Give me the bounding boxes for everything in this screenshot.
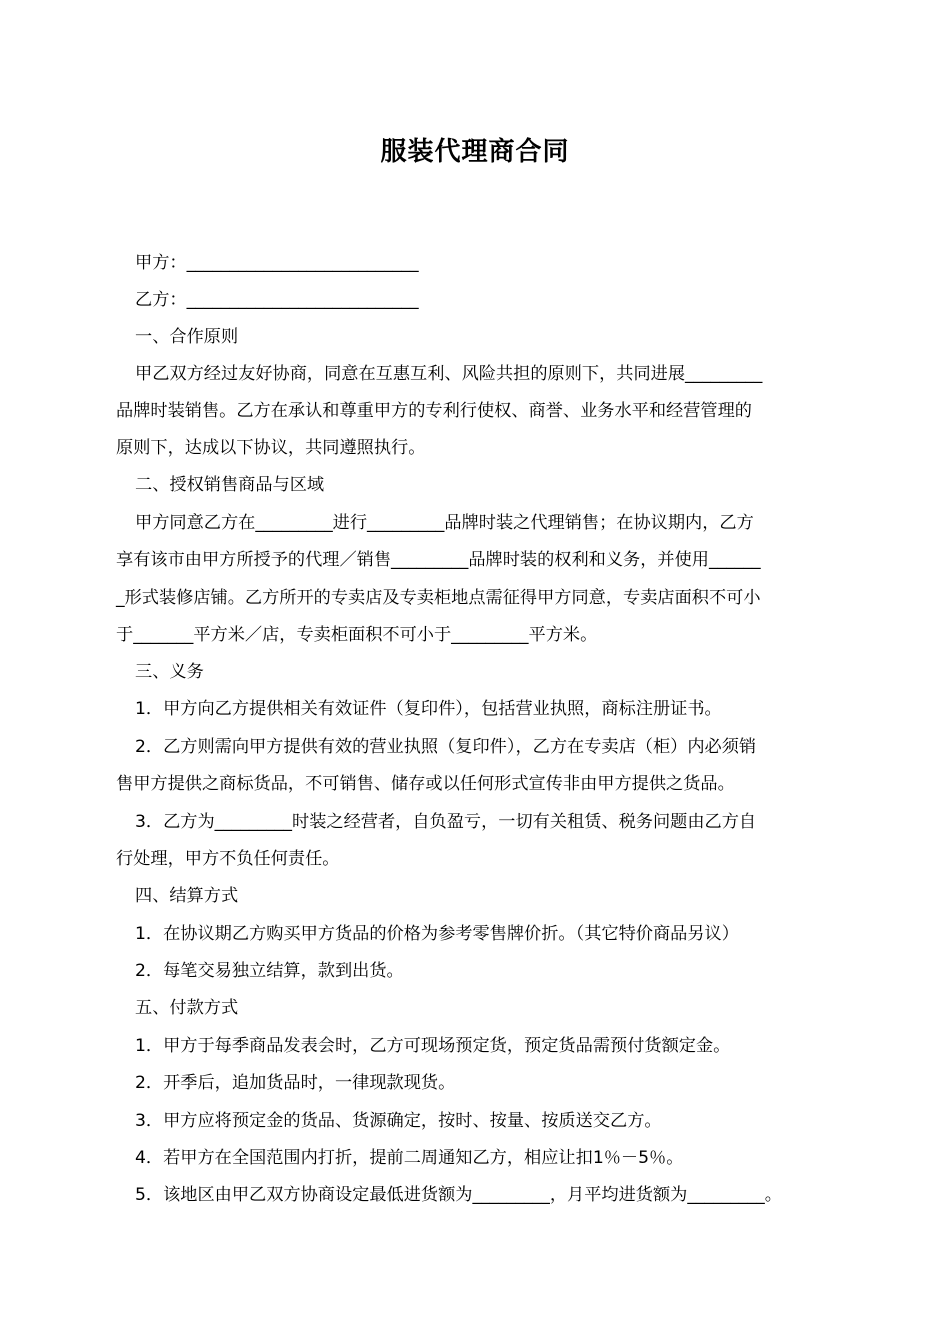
paragraph-line: 于_______平方米／店，专卖柜面积不可小于_________平方米。 [116, 625, 598, 645]
list-item: 3．甲方应将预定金的货品、货源确定，按时、按量、按质送交乙方。 [135, 1111, 662, 1131]
section-heading: 二、授权销售商品与区域 [135, 475, 325, 495]
paragraph-line: 品牌时装销售。乙方在承认和尊重甲方的专利行使权、商誉、业务水平和经营管理的 [116, 401, 752, 421]
paragraph-line: 售甲方提供之商标货品，不可销售、储存或以任何形式宣传非由甲方提供之货品。 [116, 774, 735, 794]
paragraph-line: 享有该市由甲方所授予的代理／销售_________品牌时装的权利和义务，并使用______ [116, 550, 761, 570]
list-item: 5．该地区由甲乙双方协商设定最低进货额为_________，月平均进货额为_________。 [135, 1185, 782, 1205]
paragraph-line: 甲方同意乙方在_________进行_________品牌时装之代理销售；在协议期内，乙方 [135, 513, 754, 533]
paragraph-line: 甲乙双方经过友好协商，同意在互惠互利、风险共担的原则下，共同进展_________ [135, 364, 763, 384]
paragraph-line: 原则下，达成以下协议，共同遵照执行。 [116, 438, 426, 458]
party-a-line: 甲方：___________________________ [135, 253, 419, 273]
list-item: 2．每笔交易独立结算，款到出货。 [135, 961, 404, 981]
list-item: 2．乙方则需向甲方提供有效的营业执照（复印件），乙方在专卖店（柜）内必须销 [135, 737, 757, 757]
section-heading: 三、义务 [135, 662, 204, 682]
list-item: 1．甲方于每季商品发表会时，乙方可现场预定货，预定货品需预付货额定金。 [135, 1036, 731, 1056]
paragraph-line: 行处理，甲方不负任何责任。 [116, 849, 340, 869]
list-item: 3．乙方为_________时装之经营者，自负盈亏，一切有关租赁、税务问题由乙方自 [135, 812, 757, 832]
party-b-line: 乙方：___________________________ [135, 290, 419, 310]
list-item: 4．若甲方在全国范围内打折，提前二周通知乙方，相应让扣1％－5％。 [135, 1148, 684, 1168]
section-heading: 一、合作原则 [135, 327, 239, 347]
document-title: 服装代理商合同 [380, 137, 570, 167]
list-item: 1．甲方向乙方提供相关有效证件（复印件），包括营业执照，商标注册证书。 [135, 699, 722, 719]
paragraph-line: _形式装修店铺。乙方所开的专卖店及专卖柜地点需征得甲方同意，专卖店面积不可小 [116, 588, 761, 608]
section-heading: 四、结算方式 [135, 886, 239, 906]
list-item: 2．开季后，追加货品时，一律现款现货。 [135, 1073, 456, 1093]
list-item: 1．在协议期乙方购买甲方货品的价格为参考零售牌价折。（其它特价商品另议） [135, 924, 739, 944]
section-heading: 五、付款方式 [135, 998, 239, 1018]
